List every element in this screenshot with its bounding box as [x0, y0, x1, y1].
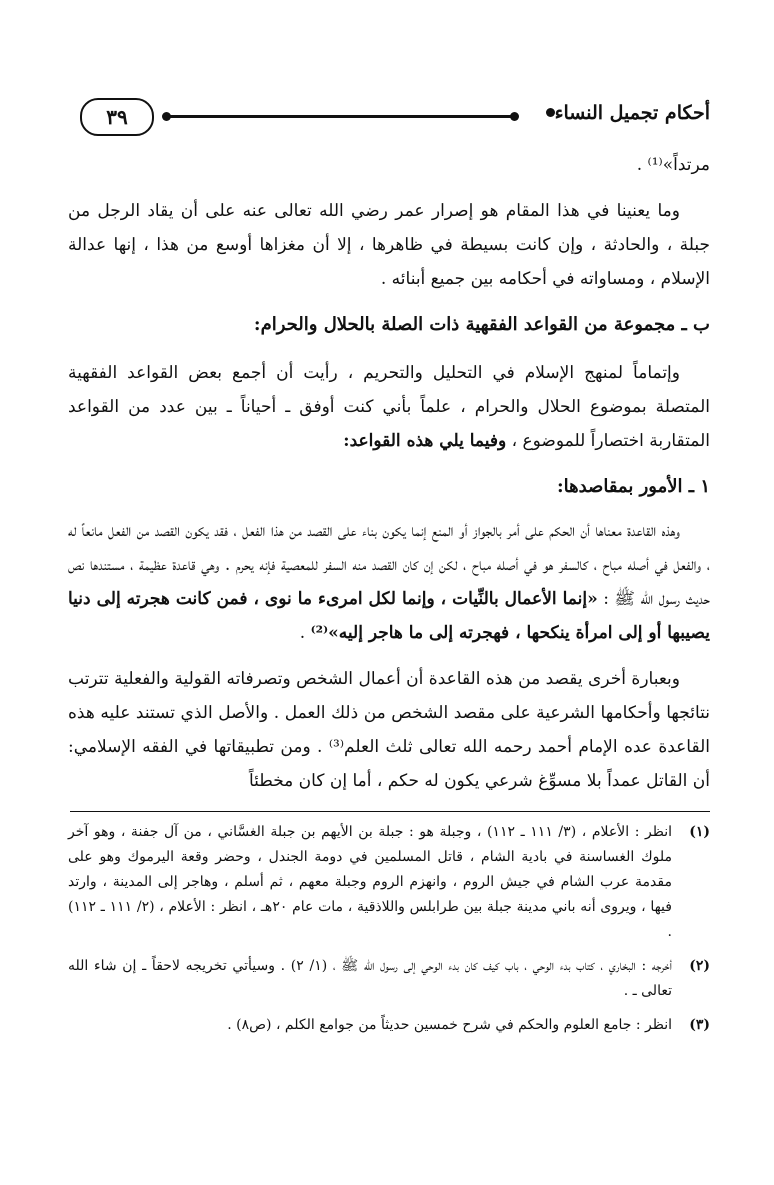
- header-bullet-icon: [546, 108, 555, 117]
- paragraph-bold-text: وفيما يلي هذه القواعد:: [343, 431, 507, 451]
- main-text: [68, 148, 710, 798]
- footnote: [68, 1013, 710, 1038]
- footnote-number: (٣): [689, 1017, 710, 1033]
- paragraph-text: وهذه القاعدة معناها أن الحكم على أمر بالجواز أو المنع إنما يكون بناء على القصد من هذا الفعل ، فقد يكون القصد من الفعل مانعاً له ، والفعل في أصله مباح ، كالسفر هو في أصله مباح ، لكن إن كان القصد منه السفر للمعصية فإنه يحرم . وهي قاعدة عظيمة ، مستندها نص حديث رسول الله ﷺ :: [68, 521, 711, 609]
- book-title-header: [538, 102, 710, 124]
- page-number-badge: [80, 98, 154, 136]
- footnote: [68, 820, 710, 945]
- hadith-quote: «إنما الأعمال بالنِّيات ، وإنما لكل امرىء ما نوى ، فمن كانت هجرته إلى دنيا يصيبها أو إلى امرأة ينكحها ، فهجرته إلى ما هاجر إليه»⁽²⁾: [68, 589, 710, 643]
- footnote-text: انظر : الأعلام ، (٣/ ١١١ ـ ١١٢) ، وجبلة هو : جبلة بن الأيهم بن جبلة الغسَّاني ، من آل جفنة ، وهو آخر ملوك الغساسنة في بادية الشام ، قاتل المسلمين في دومة الجندل ، وحضر وقعة اليرموك وهو على مقدمة عرب الشام في جيش الروم ، وانهزم الروم وجبلة معهم ، ثم أسلم ، وهاجر إلى المدينة ، وارتد فيها ، ويروى أنه باني مدينة جبلة بين طرابلس واللاذقية ، مات عام ٢٠هـ ، انظر : الأعلام ، (٢/ ١١١ ـ ١١٢) .: [68, 824, 672, 940]
- paragraph: [68, 514, 710, 650]
- running-header: [80, 98, 710, 138]
- footnote-text: أخرجه : البخاري ، كتاب بدء الوحي ، باب كيف كان بدء الوحي إلى رسول الله ﷺ ، (١/ ٢) . وسيأتي تخريجه لاحقاً ـ إن شاء الله تعالى ـ .: [68, 958, 673, 999]
- header-rule-left-end-icon: [162, 112, 171, 121]
- rule-heading: ١ ـ الأمور بمقاصدها:: [556, 476, 710, 497]
- footnotes: [68, 820, 710, 1047]
- paragraph: [68, 356, 710, 458]
- section-heading: ب ـ مجموعة من القواعد الفقهية ذات الصلة بالحلال والحرام:: [253, 314, 710, 335]
- paragraph-end: .: [299, 623, 311, 643]
- header-rule: [166, 115, 514, 118]
- continuation-line: مرتداً»⁽¹⁾ .: [636, 155, 710, 175]
- paragraph-text: وإتماماً لمنهج الإسلام في التحليل والتحريم ، رأيت أن أجمع بعض القواعد الفقهية المتصلة بموضوع الحلال والحرام ، علماً بأني كنت أوفق ـ أحياناً ـ بين عدد من القواعد المتقاربة اختصاراً للموضوع ،: [68, 363, 710, 451]
- paragraph: وما يعنينا في هذا المقام هو إصرار عمر رضي الله تعالى عنه على أن يقاد الرجل من جبلة ، والحادثة ، وإن كانت بسيطة في ظاهرها ، إلا أن مغزاها أوسع من هذا ، إنها عدالة الإسلام ، ومساواته في أحكامه بين جميع أبنائه .: [68, 201, 710, 289]
- header-rule-right-end-icon: [510, 112, 519, 121]
- footnote-separator: [70, 811, 710, 812]
- footnote-number: (٢): [689, 958, 710, 974]
- footnote-text: انظر : جامع العلوم والحكم في شرح خمسين حديثاً من جوامع الكلم ، (ص٨) .: [227, 1017, 672, 1033]
- footnote: [68, 954, 710, 1004]
- footnote-number: (١): [689, 824, 710, 840]
- book-title-text: أحكام تجميل النساء: [554, 102, 710, 124]
- paragraph: وبعبارة أخرى يقصد من هذه القاعدة أن أعمال الشخص وتصرفاته القولية والفعلية تترتب نتائجها وأحكامها الشرعية على مقصد الشخص من ذلك العمل . والأصل الذي تستند عليه هذه القاعدة عده الإمام أحمد رحمه الله تعالى ثلث العلم⁽³⁾ . ومن تطبيقاتها في الفقه الإسلامي: أن القاتل عمداً بلا مسوِّغ شرعي يكون له حكم ، أما إن كان مخطئاً: [68, 669, 710, 791]
- page-number: ٣٩: [106, 105, 128, 129]
